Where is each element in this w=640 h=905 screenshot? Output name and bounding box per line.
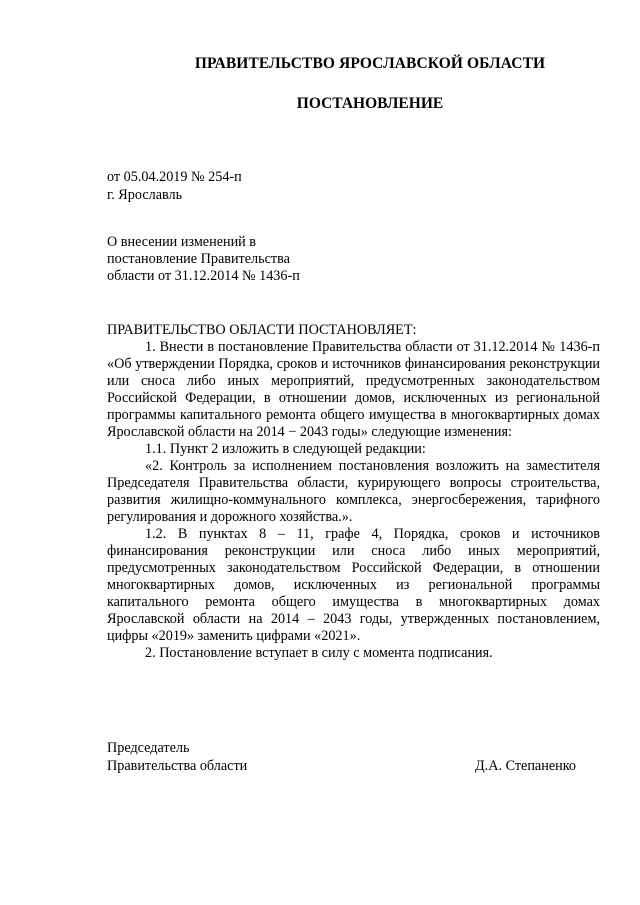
paragraph-2: 2. Постановление вступает в силу с момента подписания. (145, 645, 493, 661)
paragraph-1-1: 1.1. Пункт 2 изложить в следующей редакции: (145, 441, 426, 457)
date-number: от 05.04.2019 № 254-п (107, 169, 242, 185)
signatory-title (107, 739, 247, 775)
issuing-authority: ПРАВИТЕЛЬСТВО ЯРОСЛАВСКОЙ ОБЛАСТИ (194, 55, 546, 72)
document-type: ПОСТАНОВЛЕНИЕ (296, 95, 444, 112)
subject-line-3: области от 31.12.2014 № 1436-п (107, 268, 300, 284)
paragraph-1-2: 1.2. В пунктах 8 – 11, графе 4, Порядка, сроков и источников финансирования реконструкции или сноса либо иных мероприятий, предусмотренных законодательством Российской Федерации, в отношении многоквартирных домов, исключенных из региональной программы капитального ремонта общего имущества в многоквартирных домах Ярославской области на 2014 – 2043 годы, утвержденных постановлением, цифры «2019» заменить цифрами «2021». (107, 526, 600, 644)
city: г. Ярославль (107, 187, 183, 203)
signatory-title-line-2: Правительства области (107, 758, 248, 774)
signatory-name: Д.А. Степаненко (475, 758, 576, 774)
document-body (107, 322, 600, 662)
document-subject (107, 234, 300, 285)
subject-line-2: постановление Правительства (107, 251, 290, 267)
document-meta (107, 168, 242, 204)
signatory-title-line-1: Председатель (107, 740, 190, 756)
subject-line-1: О внесении изменений в (107, 234, 257, 250)
paragraph-1-1-quote: «2. Контроль за исполнением постановления возложить на заместителя Председателя Правительства области, курирующего вопросы строительства, развития жилищно-коммунального комплекса, энергосбережения, тарифного регулирования и дорожного хозяйства.». (107, 458, 600, 525)
paragraph-1: 1. Внести в постановление Правительства области от 31.12.2014 № 1436-п «Об утверждении Порядка, сроков и источников финансирования реконструкции или сноса либо иных мероприятий, предусмотренных законодательством Российской Федерации, в отношении домов, исключенных из региональной программы капитального ремонта общего имущества в многоквартирных домах Ярославской области на 2014 − 2043 годы» следующие изменения: (107, 339, 600, 440)
preamble: ПРАВИТЕЛЬСТВО ОБЛАСТИ ПОСТАНОВЛЯЕТ: (107, 322, 417, 338)
